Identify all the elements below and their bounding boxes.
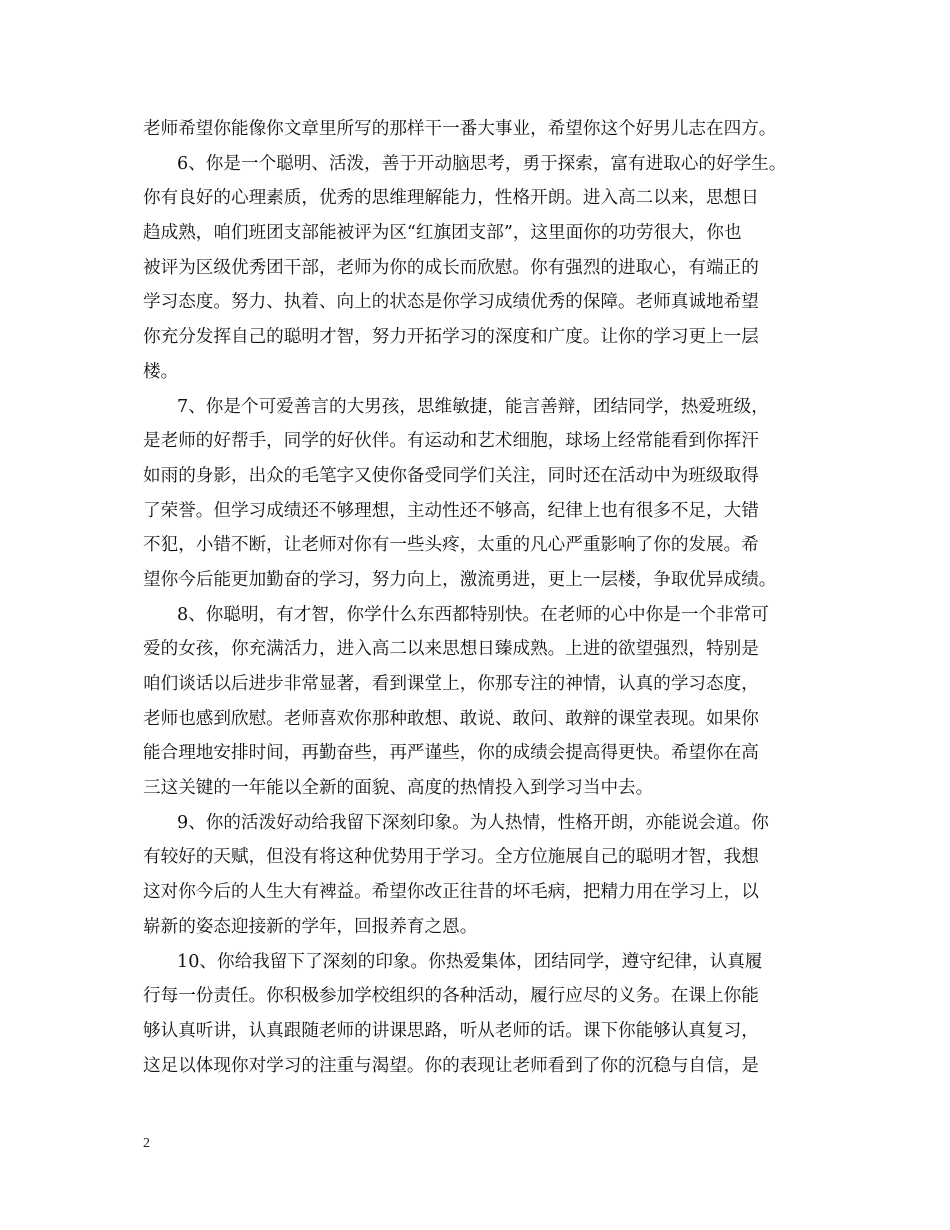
text-line: 你有良好的心理素质，优秀的思维理解能力，性格开朗。进入高二以来，思想日 (143, 188, 759, 209)
text-line: 望你今后能更加勤奋的学习，努力向上，激流勇进，更上一层楼，争取优异成绩。 (143, 569, 777, 590)
text-line: 8、你聪明，有才智，你学什么东西都特别快。在老师的心中你是一个非常可 (177, 604, 769, 625)
document-body (143, 112, 815, 1083)
text-line: 这足以体现你对学习的注重与渴望。你的表现让老师看到了你的沉稳与自信，是 (143, 1055, 759, 1076)
text-line: 爱的女孩，你充满活力，进入高二以来思想日臻成熟。上进的欲望强烈，特别是 (143, 639, 759, 660)
text-line: 6、你是一个聪明、活泼，善于开动脑思考，勇于探索，富有进取心的好学生。 (177, 153, 787, 174)
page-number: 2 (143, 1136, 150, 1151)
text-line: 学习态度。努力、执着、向上的状态是你学习成绩优秀的保障。老师真诚地希望 (143, 292, 759, 313)
text-line: 能合理地安排时间，再勤奋些，再严谨些，你的成绩会提高得更快。希望你在高 (143, 743, 759, 764)
text-line: 老师也感到欣慰。老师喜欢你那种敢想、敢说、敢问、敢辩的课堂表现。如果你 (143, 708, 759, 729)
text-line: 不犯，小错不断，让老师对你有一些头疼，太重的凡心严重影响了你的发展。希 (143, 535, 759, 556)
text-line: 如雨的身影，出众的毛笔字又使你备受同学们关注，同时还在活动中为班级取得 (143, 465, 759, 486)
text-line: 楼。 (143, 361, 179, 382)
text-line: 咱们谈话以后进步非常显著，看到课堂上，你那专注的神情，认真的学习态度， (143, 674, 759, 694)
text-line: 被评为区级优秀团干部，老师为你的成长而欣慰。你有强烈的进取心，有端正的 (143, 257, 759, 278)
text-line: 三这关键的一年能以全新的面貌、高度的热情投入到学习当中去。 (143, 778, 654, 799)
text-line: 老师希望你能像你文章里所写的那样干一番大事业，希望你这个好男儿志在四方。 (143, 119, 777, 139)
text-line: 崭新的姿态迎接新的学年，回报养育之恩。 (143, 916, 478, 937)
text-line: 行每一份责任。你积极参加学校组织的各种活动，履行应尽的义务。在课上你能 (143, 986, 759, 1007)
text-line: 9、你的活泼好动给我留下深刻印象。为人热情，性格开朗，亦能说会道。你 (177, 812, 769, 833)
text-line: 有较好的天赋，但没有将这种优势用于学习。全方位施展自己的聪明才智，我想 (143, 847, 759, 868)
text-line: 趋成熟，咱们班团支部能被评为区“红旗团支部”，这里面你的功劳很大，你也 (143, 223, 742, 244)
text-line: 你充分发挥自己的聪明才智，努力开拓学习的深度和广度。让你的学习更上一层 (143, 327, 759, 348)
text-line: 这对你今后的人生大有裨益。希望你改正往昔的坏毛病，把精力用在学习上，以 (143, 882, 759, 903)
text-line: 7、你是个可爱善言的大男孩，思维敏捷，能言善辩，团结同学，热爱班级， (177, 396, 769, 417)
text-line: 是老师的好帮手，同学的好伙伴。有运动和艺术细胞，球场上经常能看到你挥汗 (143, 431, 759, 452)
text-line: 够认真听讲，认真跟随老师的讲课思路，听从老师的话。课下你能够认真复习， (143, 1020, 759, 1041)
text-line: 10、你给我留下了深刻的印象。你热爱集体，团结同学，遵守纪律，认真履 (177, 951, 763, 972)
text-line: 了荣誉。但学习成绩还不够理想，主动性还不够高，纪律上也有很多不足，大错 (143, 500, 759, 521)
